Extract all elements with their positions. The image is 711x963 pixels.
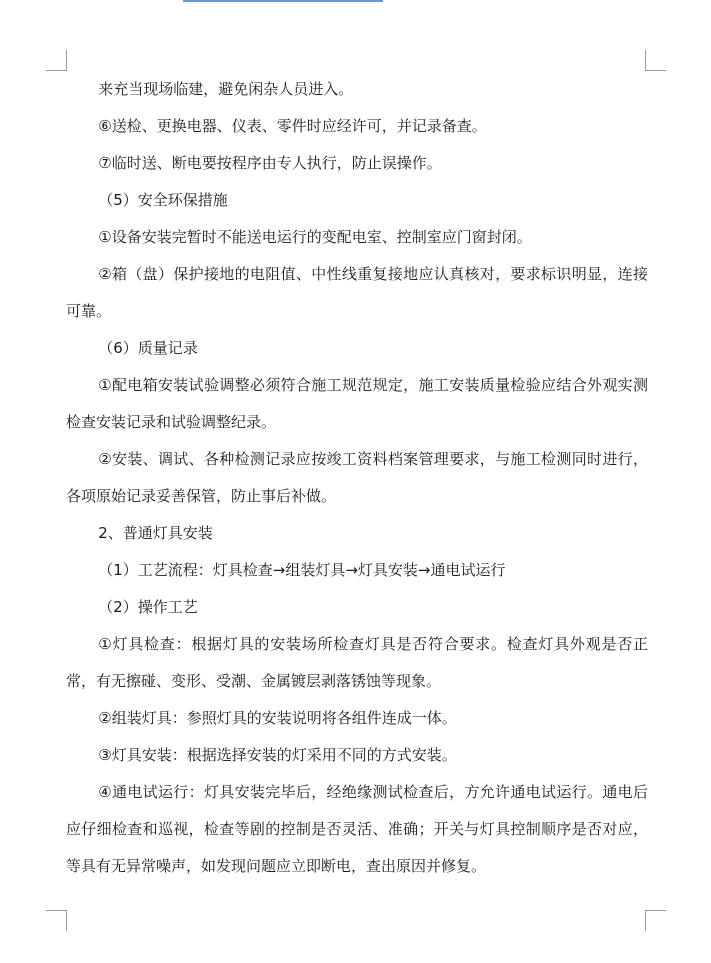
paragraph-item-7: ⑦临时送、断电要按程序由专人执行，防止误操作。 [98, 154, 442, 172]
paragraph-safety-1: ①设备安装完暂时不能送电运行的变配电室、控制室应门窗封闭。 [98, 228, 532, 246]
crop-mark-bottom-right [645, 910, 666, 931]
paragraph-process-flow: （1）工艺流程：灯具检查→组装灯具→灯具安装→通电试运行 [98, 561, 506, 579]
paragraph-item-6: ⑥送检、更换电器、仪表、零件时应经许可，并记录备查。 [98, 117, 487, 135]
paragraph-quality-1: ①配电箱安装试验调整必须符合施工规范规定，施工安装质量检验应结合外观实测检查安装记录和试验调整纪录。 [66, 376, 648, 431]
paragraph-continuation: 来充当现场临建，避免闲杂人员进入。 [98, 80, 354, 98]
paragraph-lamp-assemble: ②组装灯具：参照灯具的安装说明将各组件连成一体。 [98, 709, 457, 727]
section-heading-quality: （6）质量记录 [98, 339, 198, 357]
top-accent-bar [183, 0, 383, 2]
document-body [66, 71, 648, 885]
section-heading-lamp-install: 2、普通灯具安装 [98, 524, 213, 542]
crop-mark-bottom-left [46, 910, 67, 931]
section-heading-safety: （5）安全环保措施 [98, 191, 228, 209]
paragraph-lamp-check: ①灯具检查：根据灯具的安装场所检查灯具是否符合要求。检查灯具外观是否正常，有无擦碰、变形、受潮、金属镀层剥落锈蚀等现象。 [66, 635, 648, 690]
paragraph-quality-2: ②安装、调试、各种检测记录应按竣工资料档案管理要求，与施工检测同时进行，各项原始记录妥善保管，防止事后补做。 [66, 450, 648, 505]
section-heading-operation: （2）操作工艺 [98, 598, 198, 616]
paragraph-safety-2: ②箱（盘）保护接地的电阻值、中性线重复接地应认真核对，要求标识明显，连接可靠。 [66, 265, 648, 320]
paragraph-trial-run: ④通电试运行：灯具安装完毕后，经绝缘测试检查后，方允许通电试运行。通电后应仔细检查和巡视，检查等剧的控制是否灵活、准确；开关与灯具控制顺序是否对应，等具有无异常噪声，如发现问题应立即断电，查出原因并修复。 [66, 783, 648, 875]
crop-mark-top-left [46, 50, 67, 71]
paragraph-lamp-mount: ③灯具安装：根据选择安装的灯采用不同的方式安装。 [98, 746, 457, 764]
crop-mark-top-right [645, 50, 666, 71]
